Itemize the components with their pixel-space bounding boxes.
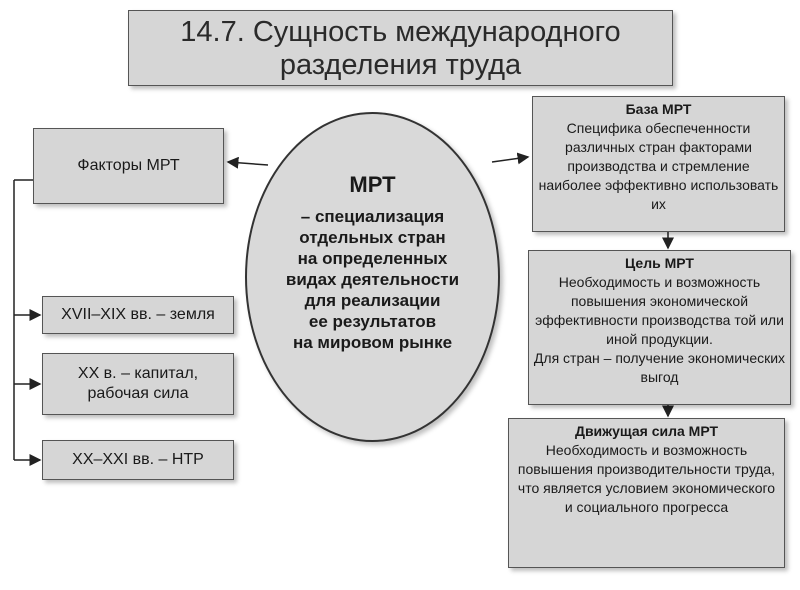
center-line-2: отдельных стран bbox=[299, 227, 446, 247]
goal-box bbox=[528, 250, 791, 405]
center-ellipse bbox=[245, 112, 500, 442]
factors-box bbox=[33, 128, 224, 204]
title-line-1: 14.7. Сущность международного bbox=[180, 16, 621, 48]
era-label-3: XX–XXI вв. – НТР bbox=[72, 451, 204, 468]
factors-label: Факторы МРТ bbox=[77, 157, 180, 174]
arrow-to-factors bbox=[228, 162, 268, 165]
center-line-3: на определенных bbox=[297, 248, 448, 268]
era-box-2 bbox=[42, 353, 234, 415]
center-line-7: на мировом рынке bbox=[292, 332, 453, 352]
driving-force-text: Необходимость и возможность повышения производительности труда, что является условием экономического и социального прогресса bbox=[517, 442, 776, 515]
driving-force-heading: Движущая сила МРТ bbox=[574, 423, 719, 439]
era-box-1 bbox=[42, 296, 234, 334]
goal-text: Необходимость и возможность повышения экономической эффективности производства той или иной продукции. bbox=[535, 274, 784, 347]
center-line-4: видах деятельности bbox=[285, 269, 460, 289]
goal-text-2: Для стран – получение экономических выгод bbox=[533, 350, 786, 385]
arrow-to-base bbox=[492, 157, 528, 162]
page-title bbox=[128, 10, 673, 86]
center-line-6: ее результатов bbox=[308, 311, 437, 331]
center-line-1: – специализация bbox=[300, 206, 445, 226]
base-heading: База МРТ bbox=[625, 101, 692, 117]
goal-heading: Цель МРТ bbox=[625, 255, 694, 271]
title-line-2: разделения труда bbox=[279, 49, 522, 81]
center-title: МРТ bbox=[349, 171, 396, 197]
era-label-1: XVII–XIX вв. – земля bbox=[61, 306, 215, 323]
driving-force-box bbox=[508, 418, 785, 568]
era-box-3 bbox=[42, 440, 234, 480]
base-text: Специфика обеспеченности различных стран факторами производства и стремление наиболее эффективно использовать их bbox=[538, 120, 779, 212]
era-label-2: XX в. – капитал, рабочая сила bbox=[77, 365, 199, 402]
base-box bbox=[532, 96, 785, 232]
center-line-5: для реализации bbox=[304, 290, 441, 310]
